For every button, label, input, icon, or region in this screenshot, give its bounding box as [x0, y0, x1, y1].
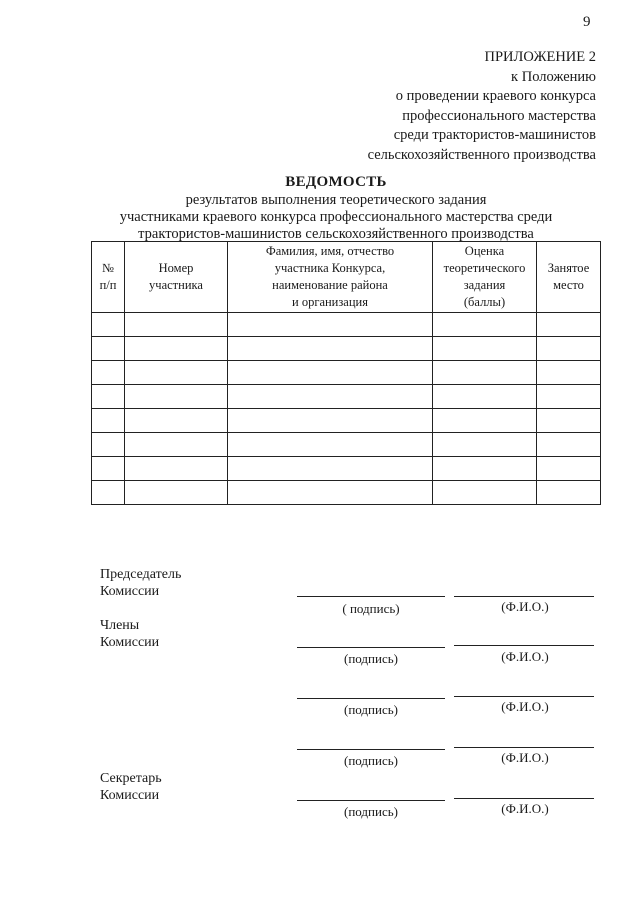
table-cell: [228, 385, 433, 409]
appendix-header: [316, 48, 596, 165]
signature-caption: (подпись): [344, 753, 398, 768]
table-cell: [537, 433, 601, 457]
name-caption: (Ф.И.О.): [501, 599, 549, 614]
sheet-title: ВЕДОМОСТЬ: [285, 174, 387, 190]
name-line: [454, 798, 594, 799]
signature-line: [297, 596, 445, 597]
appendix-title: ПРИЛОЖЕНИЕ 2: [484, 49, 596, 65]
signature-line: [297, 698, 445, 699]
col-header-participant-number: Номер участника: [125, 242, 228, 313]
signature-line: [297, 749, 445, 750]
col-header-score: Оценка теоретического задания (баллы): [433, 242, 537, 313]
name-line: [454, 747, 594, 748]
table-cell: [537, 313, 601, 337]
table-cell: [228, 337, 433, 361]
table-cell: [228, 313, 433, 337]
sheet-subtitle-line: трактористов-машинистов сельскохозяйственного производства: [138, 226, 534, 242]
table-cell: [92, 457, 125, 481]
table-body: [92, 313, 601, 505]
table-cell: [228, 361, 433, 385]
name-line: [454, 596, 594, 597]
name-line: [454, 645, 594, 646]
table-cell: [125, 481, 228, 505]
appendix-line: к Положению: [511, 68, 596, 85]
table-cell: [125, 457, 228, 481]
table-cell: [125, 361, 228, 385]
table-cell: [92, 313, 125, 337]
table-cell: [433, 337, 537, 361]
signature-caption: (подпись): [344, 651, 398, 666]
name-caption: (Ф.И.О.): [501, 750, 549, 765]
table-cell: [92, 433, 125, 457]
table-cell: [537, 361, 601, 385]
table-row: [92, 313, 601, 337]
col-header-participant-name: Фамилия, имя, отчество участника Конкурса, наименование района и организация: [228, 242, 433, 313]
table-cell: [92, 385, 125, 409]
table-cell: [125, 433, 228, 457]
table-cell: [433, 433, 537, 457]
appendix-line: сельскохозяйственного производства: [367, 146, 596, 163]
table-cell: [228, 481, 433, 505]
appendix-line: о проведении краевого конкурса: [395, 88, 596, 104]
table-header-row: [92, 242, 601, 313]
table-cell: [228, 457, 433, 481]
secretary-label: Секретарь Комиссии: [100, 771, 162, 803]
table-cell: [228, 433, 433, 457]
table-row: [92, 385, 601, 409]
table-cell: [537, 385, 601, 409]
signature-caption: (подпись): [344, 702, 398, 717]
table-cell: [92, 337, 125, 361]
name-caption: (Ф.И.О.): [501, 699, 549, 714]
col-header-number: № п/п: [92, 242, 125, 313]
appendix-line: среди трактористов-машинистов: [393, 127, 596, 143]
name-line: [454, 696, 594, 697]
table-cell: [92, 481, 125, 505]
table-cell: [433, 385, 537, 409]
signature-line: [297, 800, 445, 801]
appendix-line: профессионального мастерства: [402, 107, 596, 124]
sheet-subtitle-line: результатов выполнения теоретического задания: [185, 192, 487, 208]
table-cell: [125, 313, 228, 337]
table-row: [92, 433, 601, 457]
table-cell: [433, 481, 537, 505]
name-caption: (Ф.И.О.): [501, 801, 549, 816]
page-number: 9: [583, 14, 591, 30]
table-row: [92, 361, 601, 385]
signature-caption: (подпись): [344, 804, 398, 819]
signature-caption: ( подпись): [342, 601, 400, 616]
table-cell: [433, 409, 537, 433]
table-cell: [537, 481, 601, 505]
name-caption: (Ф.И.О.): [501, 649, 549, 664]
table-cell: [537, 409, 601, 433]
table-row: [92, 409, 601, 433]
members-label: Члены Комиссии: [100, 618, 160, 650]
sheet-subtitle: [0, 192, 640, 243]
table-cell: [125, 409, 228, 433]
table-cell: [433, 313, 537, 337]
col-header-place: Занятое место: [537, 242, 601, 313]
table-row: [92, 457, 601, 481]
table-row: [92, 337, 601, 361]
table-cell: [92, 361, 125, 385]
table-cell: [537, 337, 601, 361]
table-cell: [92, 409, 125, 433]
chair-label: Председатель Комиссии: [100, 567, 182, 599]
table-cell: [537, 457, 601, 481]
table-row: [92, 481, 601, 505]
table-cell: [433, 457, 537, 481]
sheet-subtitle-line: участниками краевого конкурса профессионального мастерства среди: [119, 209, 553, 225]
table-cell: [125, 385, 228, 409]
table-cell: [125, 337, 228, 361]
results-table: [91, 241, 601, 505]
table-cell: [433, 361, 537, 385]
signature-line: [297, 647, 445, 648]
table-cell: [228, 409, 433, 433]
